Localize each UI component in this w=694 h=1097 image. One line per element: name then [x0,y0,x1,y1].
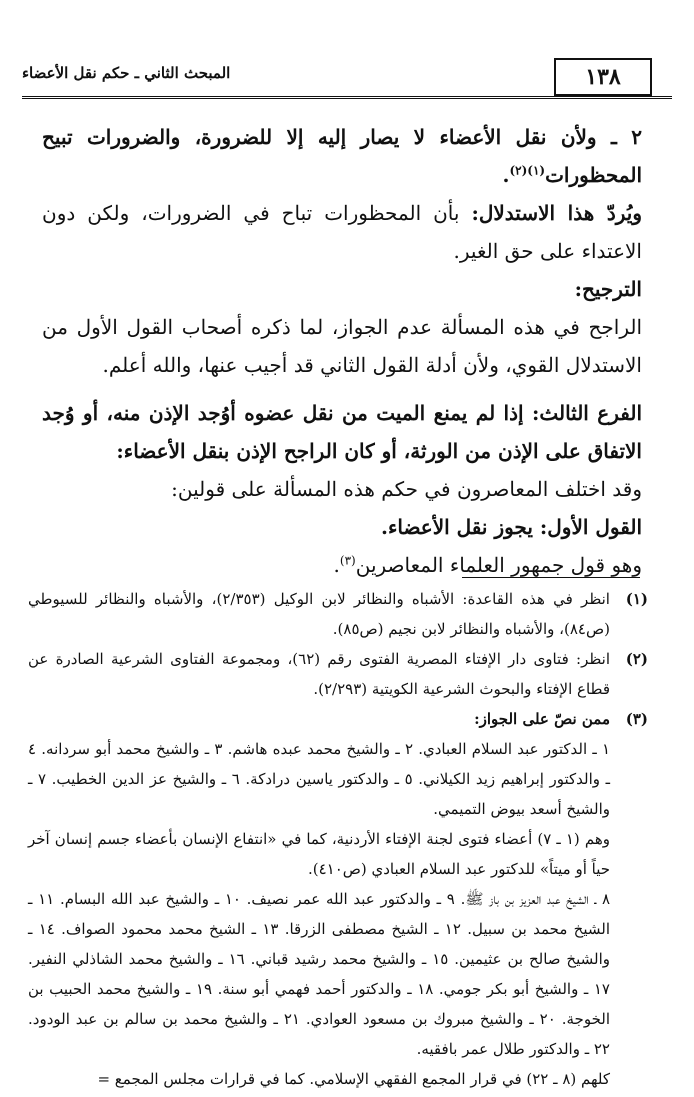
paragraph-rebuttal: ويُردّ هذا الاستدلال: بأن المحظورات تباح في الضرورات، ولكن دون الاعتداء على حق الغير. [42,201,642,263]
paragraph-disagreement: وقد اختلف المعاصرون في حكم هذه المسألة على قولين: [171,477,642,501]
footnote-number: (٣) [625,710,648,728]
footnote-text: ١ ـ الدكتور عبد السلام العبادي. ٢ ـ والشيخ محمد عبده هاشم. ٣ ـ والشيخ محمد أبو سردانه. ٤ ـ والدكتور إبراهيم زيد الكيلاني. ٥ ـ والدكتور ياسين درادكة. ٦ ـ والشيخ عز الدين الخطيب. ٧ ـ والشيخ أسعد بيوض التميمي. [28,740,610,818]
footnote-2 [28,644,648,704]
footnote-number: (٢) [625,650,648,668]
footnote-1 [28,584,648,644]
footnote-3 [28,704,648,1094]
footnote-text: انظر في هذه القاعدة: الأشباه والنظائر لابن الوكيل (٢/٣٥٣)، والأشباه والنظائر للسيوطي (ص٨٤)، والأشباه والنظائر لابن نجيم (ص٨٥). [28,590,610,638]
footnote-text: كلهم (٨ ـ ٢٢) في قرار المجمع الفقهي الإسلامي. كما في قرارات مجلس المجمع = [97,1070,610,1088]
tarjih-heading: الترجيح: [574,277,642,301]
header-divider [22,96,672,99]
first-opinion: القول الأول: يجوز نقل الأعضاء. [380,515,642,539]
footnote-number: (١) [625,590,648,608]
chapter-title: المبحث الثاني ـ حكم نقل الأعضاء [22,64,231,82]
paragraph-tarjih: الراجح في هذه المسألة عدم الجواز، لما ذكره أصحاب القول الأول من الاستدلال القوي، ولأن أدلة القول الثاني قد أجيب عنها، والله أعلم. [42,315,642,377]
paragraph-majority: وهو قول جمهور العلماء المعاصرين$^{(٣)}$. [333,553,642,577]
footnote-text: انظر: فتاوى دار الإفتاء المصرية الفتوى رقم (٦٢)، ومجموعة الفتاوى الشرعية الصادرة عن قطاع الإفتاء والبحوث الشرعية الكويتية (٢/٢٩٣). [28,650,610,698]
footnote-heading: ممن نصّ على الجواز: [474,710,610,728]
footnote-text: ٨ ـ الشيخ عبد العزيز بن باز ﷺ. ٩ ـ والدكتور عبد الله عمر نصيف. ١٠ ـ والشيخ عبد الله البسام. ١١ ـ الشيخ محمد بن سبيل. ١٢ ـ الشيخ مصطفى الزرقا. ١٣ ـ الشيخ محمد محمود الصواف. ١٤ ـ والشيخ صالح بن عثيمين. ١٥ ـ والشيخ محمد رشيد قباني. ١٦ ـ والشيخ محمد الشاذلي النفير. ١٧ ـ والشيخ أبو بكر جومي. ١٨ ـ والدكتور أحمد فهمي أبو سنة. ١٩ ـ والشيخ محمد الحبيب بن الخوجة. ٢٠ ـ والشيخ مبروك بن مسعود العوادي. ٢١ ـ والشيخ محمد بن سالم بن عبد الودود. ٢٢ ـ والدكتور طلال عمر بافقيه. [28,890,611,1058]
paragraph-argument: ٢ ـ ولأن نقل الأعضاء لا يصار إليه إلا للضرورة، والضرورات تبيح المحظورات$^{(١)(٢)}$. [42,125,642,187]
footnote-text: وهم (١ ـ ٧) أعضاء فتوى لجنة الإفتاء الأردنية، كما في «انتفاع الإنسان بأعضاء جسم إنسان آخر حياً أو ميتاً» للدكتور عبد السلام العبادي (ص٤١٠). [28,830,610,878]
footnotes [28,584,648,1094]
running-header [22,58,672,102]
page-number: ١٣٨ [554,58,652,96]
third-branch-heading: الفرع الثالث: إذا لم يمنع الميت من نقل عضوه أوُجد الإذن منه، أو وُجد الاتفاق على الإذن من الورثة، أو كان الراجح الإذن بنقل الأعضاء: [42,401,642,463]
main-text [42,118,642,584]
footnote-divider [462,577,640,578]
